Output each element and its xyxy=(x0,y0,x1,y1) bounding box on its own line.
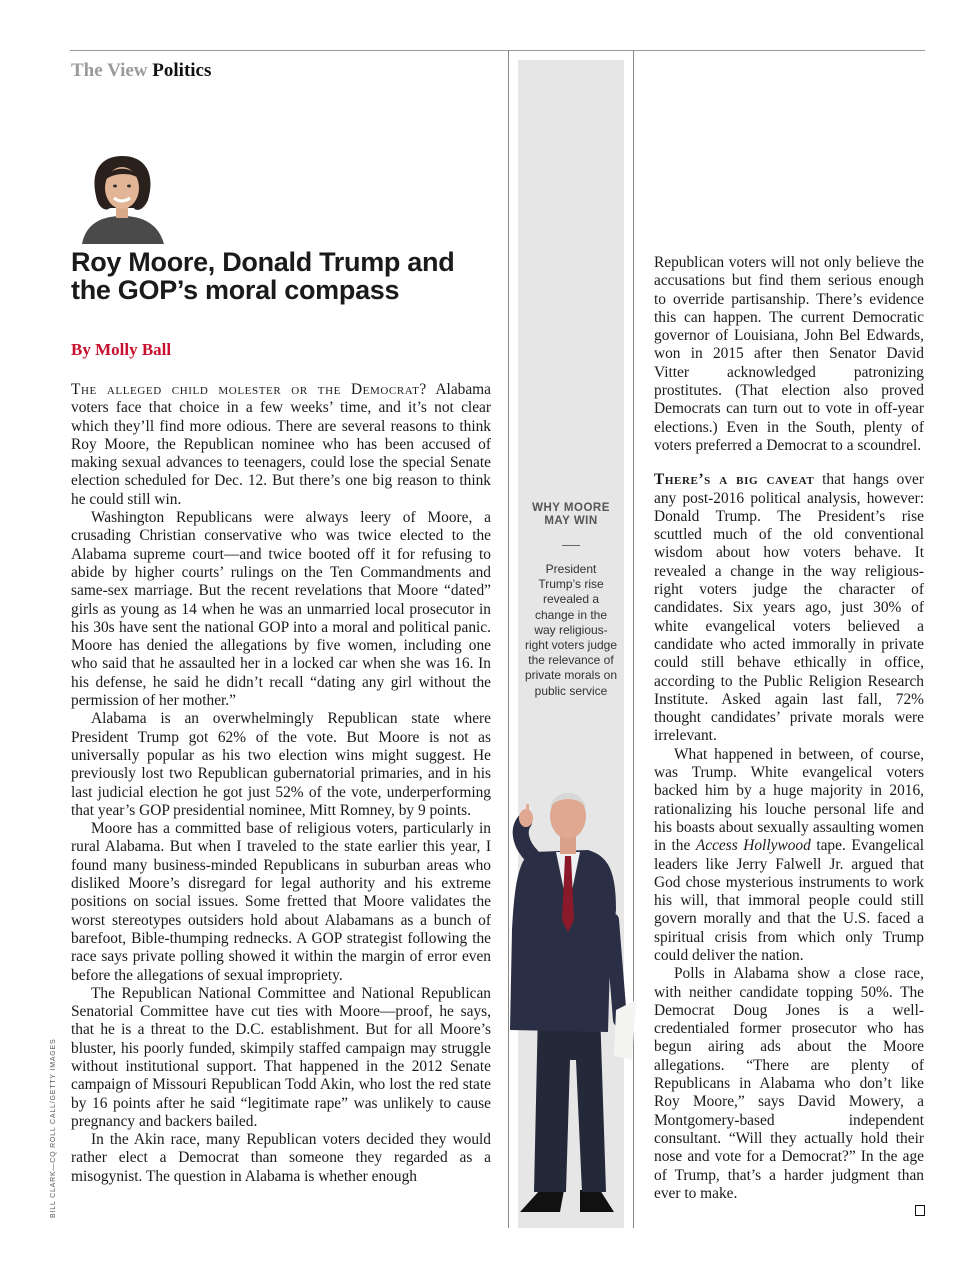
photo-credit: BILL CLARK—CQ ROLL CALL/GETTY IMAGES xyxy=(50,1038,57,1218)
sidebar-heading: WHY MOORE MAY WIN xyxy=(532,502,610,527)
paragraph: There’s a big caveat that hangs over any post-2016 political analysis, however: Donald Trump. The President’s rise scuttled much of the old conventional wisdom about how voters behave. It revealed a change in the way religious-right voters judge the character of candidates. Six years ago, just 30% of white evangelical voters believed a candidate who acted immorally in private could still behave ethically in office, according to the Public Religion Research Institute. Asked again last fall, 72% thought candidates’ private morals were irrelevant. xyxy=(654,471,924,745)
paragraph: In the Akin race, many Republican voters decided they would rather elect a Democrat than someone they regarded as a misogynist. The question in Alabama is whether enough xyxy=(71,1131,491,1185)
brand-label: The View xyxy=(71,60,148,81)
paragraph: Washington Republicans were always leery of Moore, a crusading Christian conservative who was twice elected to the Alabama supreme court—and twice booted off it for refusing to abide by higher courts’ rulings on the Ten Commandments and same-sex marriage. But the recent revelations that Moore “dated” girls as young as 14 when he was an unmarried local prosecutor in his 30s have sent the national GOP into a moral and political panic. Moore has denied the allegations by five women, including one who said that he assaulted her in a locked car when she was 16. In his defense, he said he didn’t recall “dating any girl without the permission of her mother.” xyxy=(71,509,491,710)
headline: Roy Moore, Donald Trump and the GOP’s moral compass xyxy=(71,247,455,305)
paragraph: Polls in Alabama show a close race, with neither candidate topping 50%. The Democrat Doug Jones is a well-credentialed former prosecutor who has begun airing ads about the Moore allegations. “There are plenty of Republicans in Alabama who don’t like Roy Moore,” says David Mowery, a Montgomery-based independent consultant. “Will they actually hold their nose and vote for a Democrat?” In the age of Trump, that’s a harder judgment than ever to make. xyxy=(654,965,924,1202)
lead-in: There’s a big caveat xyxy=(654,471,815,489)
article-column-1 xyxy=(71,381,491,1186)
sidebar-divider xyxy=(562,545,580,546)
top-rule xyxy=(70,50,925,51)
paragraph: Moore has a committed base of religious voters, particularly in rural Alabama. But when I traveled to the state earlier this year, I found many business-minded Republicans in suburban areas who disliked Moore’s disregard for legal authority and his extreme positions on social issues. Some fretted that Moore validates the worst stereotypes outsiders hold about Alabamans as a bunch of barefoot, Bible-thumping rednecks. A GOP strategist following the race says private polling showed it within the margin of error even before the allegations of sexual impropriety. xyxy=(71,820,491,984)
author-portrait xyxy=(74,152,170,244)
paragraph: Republican voters will not only believe the accusations but find them serious enough to override partisanship. There’s evidence this can happen. The current Democratic governor of Louisiana, John Bel Edwards, won in 2015 after then Senator David Vitter acknowledged patronizing prostitutes. (That election also proved Democrats can turn out to vote in off-year elections.) Even in the South, plenty of voters preferred a Democrat to a scoundrel. xyxy=(654,254,924,454)
byline: By Molly Ball xyxy=(71,340,172,359)
end-mark-icon xyxy=(915,1205,925,1216)
paragraph: What happened in between, of course, was Trump. White evangelical voters backed him by a huge majority in 2016, rationalizing his louche personal life and his boasts about sexually assaulting women in the Access Hollywood tape. Evangelical leaders like Jerry Falwell Jr. argued that God chose mysterious instruments to work his will, that immoral people could still govern morally and that the U.S. faced a spiritual crisis from which only Trump could deliver the nation. xyxy=(654,745,924,964)
section-header xyxy=(71,60,211,82)
sidebar-quote: President Trump’s rise revealed a change in the way religious-right voters judge the relevance of private morals on public service xyxy=(524,562,618,698)
article-column-2 xyxy=(654,254,924,1203)
paragraph: The Republican National Committee and National Republican Senatorial Committee have cut ties with Moore—proof, he says, that he is a threat to the D.C. establishment. But for all Moore’s bluster, his poorly funded, skimpily staffed campaign may struggle without institutional support. That happened in the 2012 Senate campaign of Missouri Republican Todd Akin, who lost the red state by 16 points after he said “legitimate rape” was unlikely to cause pregnancy and backers bailed. xyxy=(71,984,491,1130)
section-label: Politics xyxy=(152,60,212,81)
paragraph: Alabama is an overwhelmingly Republican state where President Trump got 62% of the vote. But Moore is not as universally popular as his two election wins might suggest. He previously lost two Republican gubernatorial primaries, and in his last judicial election he got just 52% of the vote, underperforming that year’s GOP presidential nominee, Mitt Romney, by 9 points. xyxy=(71,710,491,819)
roy-moore-photo xyxy=(488,760,648,1215)
paragraph-gap xyxy=(654,455,924,471)
lead-in: The alleged child molester or the Democrat? xyxy=(71,381,427,398)
paragraph: The alleged child molester or the Democrat? Alabama voters face that choice in a few weeks’ time, and it’s not clear which they’ll find more odious. There are several reasons to think Roy Moore, the Republican nominee who has been accused of making sexual advances to teenagers, could lose the special Senate election scheduled for Dec. 12. But there’s one big reason to think he could still win. xyxy=(71,381,491,508)
